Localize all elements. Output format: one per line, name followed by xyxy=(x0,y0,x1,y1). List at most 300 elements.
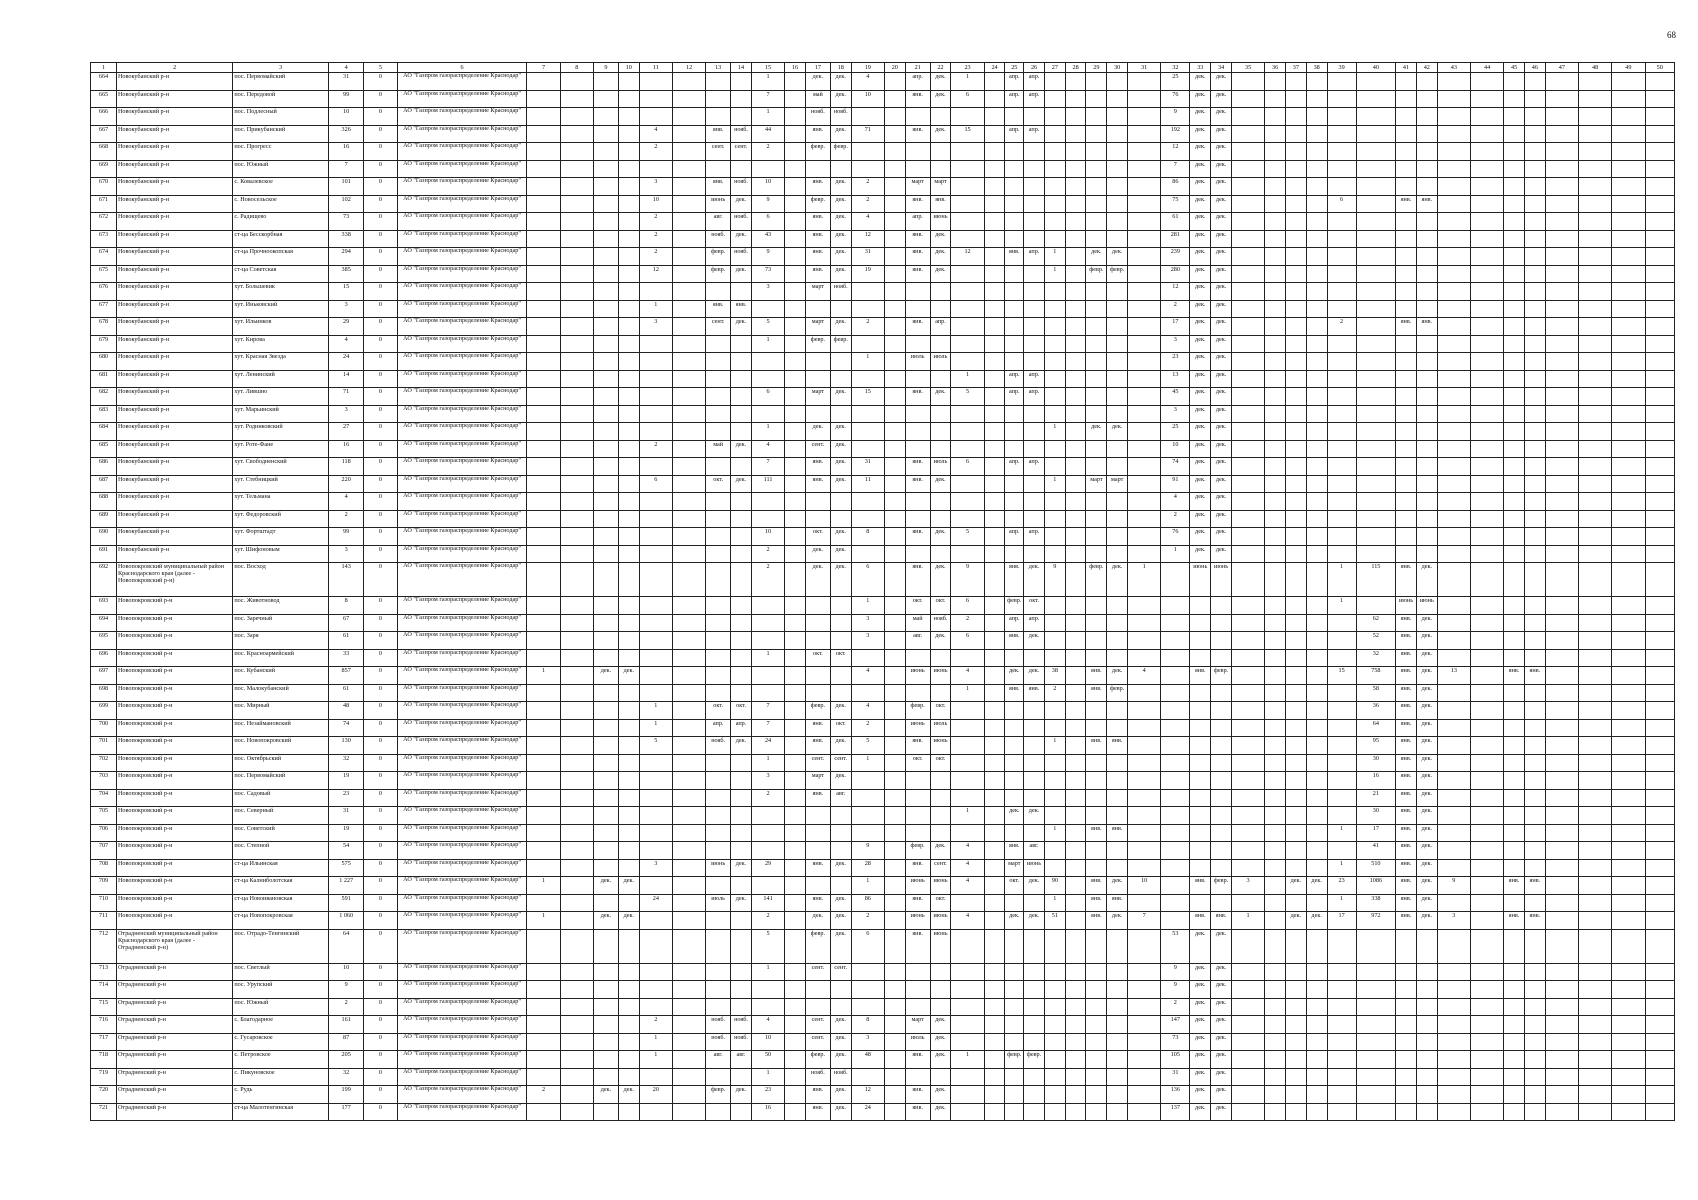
settlement-cell: пос. Красноармейский xyxy=(233,649,329,667)
settlement-cell: пос. Незаймановский xyxy=(233,719,329,737)
schedule-cell: дек. xyxy=(1107,563,1128,597)
schedule-cell: 1 xyxy=(1044,894,1065,912)
table-cell xyxy=(1579,912,1612,930)
table-cell xyxy=(1327,230,1356,248)
table-cell xyxy=(830,300,851,318)
organization-cell: АО "Газпром газораспределение Краснодар" xyxy=(397,981,527,999)
table-cell xyxy=(1579,737,1612,755)
schedule-cell: дек. xyxy=(1416,824,1437,842)
organization-cell: АО "Газпром газораспределение Краснодар" xyxy=(397,493,527,511)
district-cell: Новокубанский р-н xyxy=(116,143,232,161)
households-cell: 31 xyxy=(328,73,363,91)
table-cell xyxy=(1231,318,1264,336)
column-header: 39 xyxy=(1327,63,1356,73)
table-cell xyxy=(1107,789,1128,807)
table-cell xyxy=(1579,929,1612,963)
table-cell xyxy=(884,195,905,213)
table-cell xyxy=(884,824,905,842)
schedule-cell: янв. xyxy=(1396,842,1417,860)
table-cell xyxy=(1065,859,1086,877)
table-cell xyxy=(984,894,1005,912)
table-cell xyxy=(1470,824,1503,842)
settlement-cell: хут. Красная Звезда xyxy=(233,353,329,371)
table-cell xyxy=(1612,998,1645,1016)
table-cell xyxy=(1504,789,1525,807)
schedule-cell: дек. xyxy=(1190,388,1211,406)
table-cell xyxy=(1524,824,1545,842)
table-cell xyxy=(1265,789,1286,807)
schedule-cell: апр. xyxy=(1024,90,1045,108)
column-5-cell: 0 xyxy=(364,195,397,213)
table-cell xyxy=(593,370,618,388)
table-cell xyxy=(1211,807,1232,825)
column-header: 37 xyxy=(1285,63,1306,73)
table-cell xyxy=(1524,737,1545,755)
column-5-cell: 0 xyxy=(364,597,397,615)
table-cell xyxy=(1504,90,1525,108)
schedule-cell: апр. xyxy=(1005,388,1024,406)
table-cell xyxy=(951,929,984,963)
table-cell xyxy=(1524,1051,1545,1069)
table-cell xyxy=(1024,353,1045,371)
table-cell xyxy=(1306,981,1327,999)
table-cell xyxy=(1645,824,1675,842)
column-5-cell: 0 xyxy=(364,143,397,161)
schedule-cell: 1 xyxy=(851,754,884,772)
table-cell xyxy=(1044,807,1065,825)
table-cell xyxy=(1065,458,1086,476)
table-cell xyxy=(560,405,593,423)
table-cell xyxy=(1470,789,1503,807)
table-cell xyxy=(851,963,884,981)
table-cell xyxy=(805,614,830,632)
table-cell xyxy=(1211,702,1232,720)
table-cell xyxy=(1161,737,1190,755)
table-cell xyxy=(1437,981,1470,999)
table-cell xyxy=(1024,1086,1045,1104)
table-cell xyxy=(1437,125,1470,143)
table-cell xyxy=(884,353,905,371)
table-cell xyxy=(1306,423,1327,441)
table-cell xyxy=(1545,370,1578,388)
district-cell: Отрадненский р-н xyxy=(116,1103,232,1121)
schedule-cell: февр. xyxy=(805,929,830,963)
column-5-cell: 0 xyxy=(364,737,397,755)
organization-cell: АО "Газпром газораспределение Краснодар" xyxy=(397,510,527,528)
table-cell xyxy=(884,1016,905,1034)
organization-cell: АО "Газпром газораспределение Краснодар" xyxy=(397,859,527,877)
table-cell xyxy=(884,528,905,546)
schedule-cell: 5 xyxy=(851,737,884,755)
table-cell xyxy=(785,545,806,563)
table-row xyxy=(91,440,1675,458)
table-cell xyxy=(1265,283,1286,301)
table-cell xyxy=(1645,789,1675,807)
gasification-register-table xyxy=(90,62,1675,1121)
table-cell xyxy=(1306,667,1327,685)
table-cell xyxy=(1285,405,1306,423)
district-cell: Новокубанский р-н xyxy=(116,195,232,213)
table-cell xyxy=(1437,510,1470,528)
table-cell xyxy=(905,493,930,511)
table-cell xyxy=(951,160,984,178)
schedule-cell: 6 xyxy=(951,90,984,108)
schedule-cell: 4 xyxy=(951,877,984,895)
table-cell xyxy=(1470,684,1503,702)
table-cell xyxy=(930,335,951,353)
schedule-cell: янв. xyxy=(805,230,830,248)
schedule-cell: февр. xyxy=(1211,877,1232,895)
table-cell xyxy=(1437,353,1470,371)
table-cell xyxy=(884,1033,905,1051)
district-cell: Новокубанский р-н xyxy=(116,353,232,371)
table-cell xyxy=(1024,963,1045,981)
table-cell xyxy=(1504,649,1525,667)
schedule-cell: 1 xyxy=(1327,824,1356,842)
schedule-cell: дек. xyxy=(1190,90,1211,108)
schedule-cell: дек. xyxy=(830,318,851,336)
table-cell xyxy=(1470,353,1503,371)
table-cell xyxy=(1504,754,1525,772)
table-cell xyxy=(1470,842,1503,860)
schedule-cell: нояб. xyxy=(706,737,731,755)
schedule-cell: дек. xyxy=(830,265,851,283)
organization-cell: АО "Газпром газораспределение Краснодар" xyxy=(397,1103,527,1121)
table-cell xyxy=(1396,160,1417,178)
schedule-cell: 43 xyxy=(751,230,784,248)
table-cell xyxy=(884,684,905,702)
table-cell xyxy=(1231,684,1264,702)
table-cell xyxy=(1645,300,1675,318)
table-cell xyxy=(1024,335,1045,353)
table-cell xyxy=(1265,73,1286,91)
column-5-cell: 0 xyxy=(364,859,397,877)
table-cell xyxy=(1524,213,1545,231)
table-cell xyxy=(1356,353,1395,371)
table-cell xyxy=(851,807,884,825)
table-cell xyxy=(851,772,884,790)
column-5-cell: 0 xyxy=(364,318,397,336)
schedule-cell: 64 xyxy=(1356,719,1395,737)
table-cell xyxy=(1396,370,1417,388)
schedule-cell: апр. xyxy=(1024,73,1045,91)
table-cell xyxy=(1044,73,1065,91)
table-cell xyxy=(785,719,806,737)
table-cell xyxy=(785,125,806,143)
table-cell xyxy=(593,283,618,301)
table-cell xyxy=(639,160,672,178)
table-cell xyxy=(951,998,984,1016)
schedule-cell: 2 xyxy=(851,719,884,737)
schedule-cell: дек. xyxy=(830,702,851,720)
column-header: 2 xyxy=(116,63,232,73)
schedule-cell: янв. xyxy=(1396,807,1417,825)
table-cell xyxy=(1265,265,1286,283)
table-cell xyxy=(1645,440,1675,458)
table-cell xyxy=(1416,545,1437,563)
table-cell xyxy=(851,824,884,842)
households-cell: 3 xyxy=(328,545,363,563)
table-cell xyxy=(951,335,984,353)
table-cell xyxy=(1231,265,1264,283)
households-cell: 71 xyxy=(328,388,363,406)
schedule-cell: 58 xyxy=(1356,684,1395,702)
table-cell xyxy=(1545,981,1578,999)
table-cell xyxy=(1645,195,1675,213)
table-cell xyxy=(1396,528,1417,546)
table-cell xyxy=(1504,440,1525,458)
table-cell xyxy=(1065,493,1086,511)
schedule-cell: янв. xyxy=(1024,684,1045,702)
table-cell xyxy=(1086,772,1107,790)
table-cell xyxy=(672,1033,705,1051)
schedule-cell: 2 xyxy=(1161,998,1190,1016)
table-row xyxy=(91,528,1675,546)
district-cell: Новокубанский р-н xyxy=(116,248,232,266)
schedule-cell: 31 xyxy=(1161,1068,1190,1086)
table-cell xyxy=(527,458,560,476)
row-number-cell: 707 xyxy=(91,842,117,860)
table-cell xyxy=(593,405,618,423)
table-cell xyxy=(1416,1086,1437,1104)
table-row xyxy=(91,458,1675,476)
table-cell xyxy=(984,737,1005,755)
schedule-cell: 11 xyxy=(851,475,884,493)
schedule-cell: дек. xyxy=(1416,894,1437,912)
table-cell xyxy=(1470,998,1503,1016)
organization-cell: АО "Газпром газораспределение Краснодар" xyxy=(397,894,527,912)
table-cell xyxy=(1356,283,1395,301)
table-cell xyxy=(1285,353,1306,371)
table-cell xyxy=(905,160,930,178)
table-cell xyxy=(560,597,593,615)
schedule-cell: 4 xyxy=(751,440,784,458)
table-cell xyxy=(905,1068,930,1086)
schedule-cell: дек. xyxy=(1306,912,1327,930)
schedule-cell: февр. xyxy=(1005,1051,1024,1069)
table-cell xyxy=(1086,1086,1107,1104)
table-cell xyxy=(1612,545,1645,563)
table-cell xyxy=(1470,370,1503,388)
table-cell xyxy=(805,160,830,178)
table-cell xyxy=(1524,73,1545,91)
table-cell xyxy=(851,440,884,458)
table-cell xyxy=(785,73,806,91)
table-cell xyxy=(984,213,1005,231)
table-cell xyxy=(672,1051,705,1069)
table-cell xyxy=(1504,248,1525,266)
schedule-cell: янв. xyxy=(1396,824,1417,842)
table-cell xyxy=(1645,388,1675,406)
settlement-cell: ст-ца Прочноокопская xyxy=(233,248,329,266)
schedule-cell: нояб. xyxy=(731,125,752,143)
table-cell xyxy=(1470,318,1503,336)
schedule-cell: янв. xyxy=(905,1086,930,1104)
schedule-cell: 1 xyxy=(639,719,672,737)
table-cell xyxy=(1612,684,1645,702)
schedule-cell: дек. xyxy=(930,248,951,266)
table-cell xyxy=(1645,667,1675,685)
row-number-cell: 704 xyxy=(91,789,117,807)
table-cell xyxy=(1005,772,1024,790)
table-cell xyxy=(1107,1033,1128,1051)
schedule-cell: 3 xyxy=(851,614,884,632)
table-cell xyxy=(1327,475,1356,493)
column-header: 12 xyxy=(672,63,705,73)
table-cell xyxy=(930,300,951,318)
table-cell xyxy=(1545,807,1578,825)
table-cell xyxy=(1416,160,1437,178)
schedule-cell: янв. xyxy=(1396,195,1417,213)
schedule-cell: дек. xyxy=(1211,248,1232,266)
schedule-cell: 9 xyxy=(1437,877,1470,895)
table-cell xyxy=(560,719,593,737)
schedule-cell: янв. xyxy=(1396,789,1417,807)
table-cell xyxy=(639,597,672,615)
table-cell xyxy=(639,998,672,1016)
table-cell xyxy=(1285,248,1306,266)
table-cell xyxy=(1396,929,1417,963)
table-cell xyxy=(1396,963,1417,981)
organization-cell: АО "Газпром газораспределение Краснодар" xyxy=(397,998,527,1016)
table-cell xyxy=(884,772,905,790)
schedule-cell: дек. xyxy=(1416,667,1437,685)
table-cell xyxy=(1545,73,1578,91)
table-cell xyxy=(1024,493,1045,511)
column-header: 16 xyxy=(785,63,806,73)
table-cell xyxy=(1545,649,1578,667)
schedule-cell: янв. xyxy=(1086,684,1107,702)
table-cell xyxy=(951,213,984,231)
schedule-cell: янв. xyxy=(905,90,930,108)
column-header: 35 xyxy=(1231,63,1264,73)
table-cell xyxy=(951,230,984,248)
schedule-cell: нояб. xyxy=(706,1016,731,1034)
row-number-cell: 719 xyxy=(91,1068,117,1086)
table-cell xyxy=(951,300,984,318)
schedule-cell: апр. xyxy=(1005,458,1024,476)
table-cell xyxy=(1396,230,1417,248)
table-cell xyxy=(560,1033,593,1051)
table-cell xyxy=(1579,1033,1612,1051)
table-cell xyxy=(672,754,705,772)
households-cell: 19 xyxy=(328,824,363,842)
table-cell xyxy=(1470,458,1503,476)
column-5-cell: 0 xyxy=(364,842,397,860)
schedule-cell: дек. xyxy=(1190,963,1211,981)
table-cell xyxy=(706,597,731,615)
column-header: 30 xyxy=(1107,63,1128,73)
table-cell xyxy=(672,405,705,423)
district-cell: Новокубанский р-н xyxy=(116,370,232,388)
table-cell xyxy=(1005,405,1024,423)
schedule-cell: дек. xyxy=(1190,1051,1211,1069)
table-cell xyxy=(1470,73,1503,91)
table-cell xyxy=(905,789,930,807)
organization-cell: АО "Газпром газораспределение Краснодар" xyxy=(397,684,527,702)
table-cell xyxy=(851,789,884,807)
table-cell xyxy=(527,388,560,406)
settlement-cell: ст-ца Ильинская xyxy=(233,859,329,877)
table-cell xyxy=(1524,632,1545,650)
schedule-cell: июль xyxy=(930,353,951,371)
schedule-cell: дек. xyxy=(1005,667,1024,685)
table-cell xyxy=(1396,335,1417,353)
table-cell xyxy=(1645,248,1675,266)
table-cell xyxy=(1645,1033,1675,1051)
households-cell: 3 xyxy=(328,405,363,423)
table-cell xyxy=(672,458,705,476)
table-cell xyxy=(560,108,593,126)
table-cell xyxy=(1612,614,1645,632)
table-cell xyxy=(1524,143,1545,161)
table-cell xyxy=(905,545,930,563)
table-cell xyxy=(884,160,905,178)
table-cell xyxy=(1231,894,1264,912)
schedule-cell: дек. xyxy=(1211,283,1232,301)
column-5-cell: 0 xyxy=(364,702,397,720)
schedule-cell: 280 xyxy=(1161,265,1190,283)
schedule-cell: дек. xyxy=(1416,563,1437,597)
table-cell xyxy=(1645,842,1675,860)
table-cell xyxy=(1285,388,1306,406)
table-cell xyxy=(1612,178,1645,196)
table-cell xyxy=(905,335,930,353)
table-cell xyxy=(884,458,905,476)
table-cell xyxy=(1086,458,1107,476)
table-cell xyxy=(1327,300,1356,318)
table-cell xyxy=(1265,772,1286,790)
table-cell xyxy=(1504,143,1525,161)
table-cell xyxy=(905,300,930,318)
schedule-cell: февр. xyxy=(1005,597,1024,615)
table-cell xyxy=(1327,493,1356,511)
table-cell xyxy=(1107,195,1128,213)
table-cell xyxy=(984,859,1005,877)
table-cell xyxy=(1396,213,1417,231)
table-cell xyxy=(785,318,806,336)
table-cell xyxy=(1190,789,1211,807)
table-cell xyxy=(785,842,806,860)
schedule-cell: окт. xyxy=(805,528,830,546)
column-header: 50 xyxy=(1645,63,1675,73)
row-number-cell: 683 xyxy=(91,405,117,423)
table-cell xyxy=(1524,318,1545,336)
schedule-cell: дек. xyxy=(1190,528,1211,546)
table-cell xyxy=(751,824,784,842)
table-cell xyxy=(951,143,984,161)
table-cell xyxy=(1005,318,1024,336)
table-cell xyxy=(593,807,618,825)
table-cell xyxy=(1107,859,1128,877)
settlement-cell: с. Новосельское xyxy=(233,195,329,213)
table-row xyxy=(91,789,1675,807)
table-cell xyxy=(672,475,705,493)
table-cell xyxy=(1645,230,1675,248)
table-cell xyxy=(984,772,1005,790)
table-cell xyxy=(1645,1086,1675,1104)
table-cell xyxy=(1416,458,1437,476)
table-cell xyxy=(785,667,806,685)
schedule-cell: дек. xyxy=(830,859,851,877)
table-cell xyxy=(1265,248,1286,266)
table-cell xyxy=(639,789,672,807)
table-cell xyxy=(593,702,618,720)
column-5-cell: 0 xyxy=(364,1033,397,1051)
households-cell: 3 xyxy=(328,300,363,318)
table-cell xyxy=(1231,388,1264,406)
table-cell xyxy=(1065,73,1086,91)
